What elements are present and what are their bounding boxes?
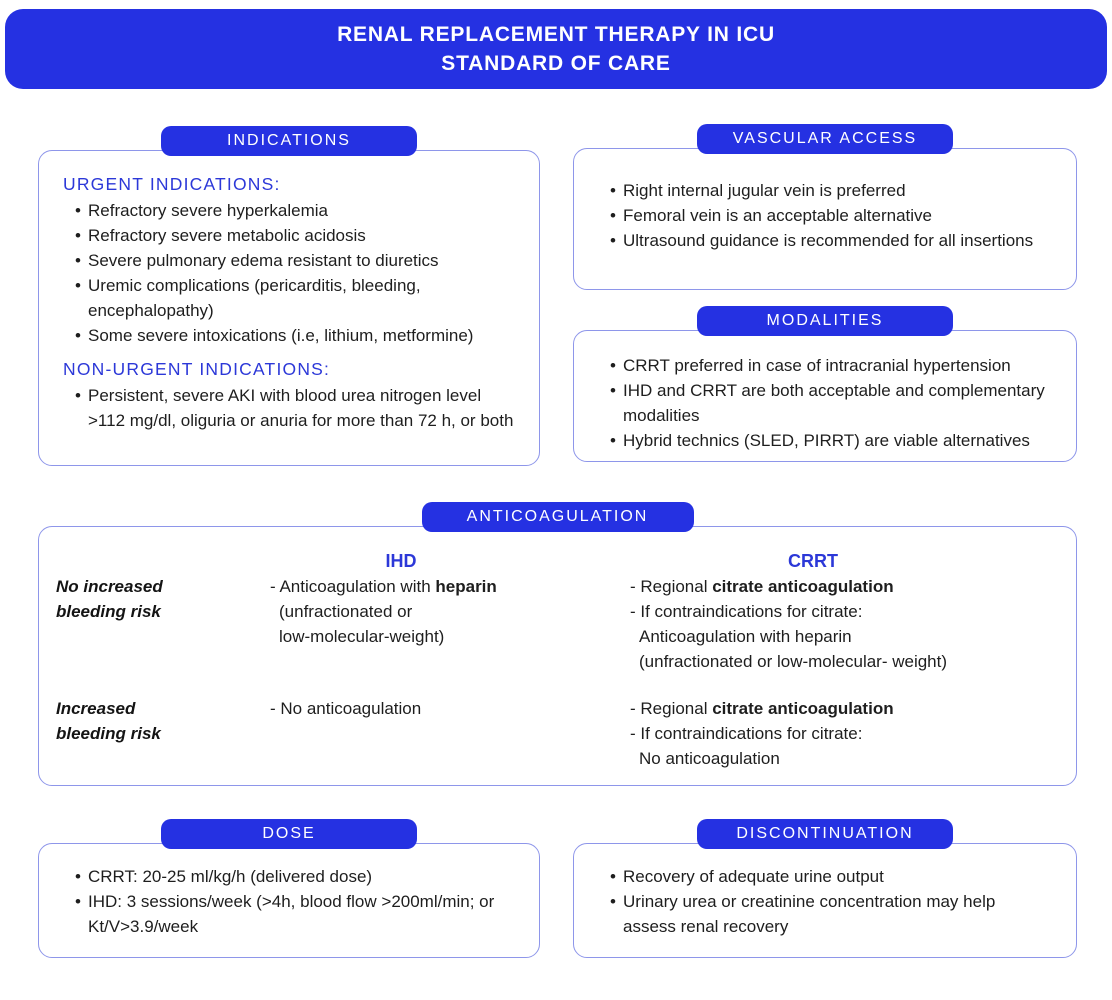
list-item: • Uremic complications (pericarditis, bleeding, encephalopathy) [75,273,515,323]
list-item: • Ultrasound guidance is recommended for all insertions [610,228,1052,253]
panel-title-indications: INDICATIONS [161,126,417,156]
cell-crrt-increased-risk: - Regional citrate anticoagulation - If contraindications for citrate: No anticoagulation [630,699,894,768]
panel-title-anticoagulation: ANTICOAGULATION [422,502,694,532]
list-item: • Severe pulmonary edema resistant to diuretics [75,248,515,273]
modalities-content [574,331,1076,453]
list-item: • Hybrid technics (SLED, PIRRT) are viable alternatives [610,428,1052,453]
non-urgent-indications-list [63,383,515,433]
list-item: • Persistent, severe AKI with blood urea nitrogen level >112 mg/dl, oliguria or anuria for more than 72 h, or both [75,383,515,433]
panel-discontinuation [573,825,1077,958]
panel-vascular-access [573,130,1077,290]
list-item: • IHD: 3 sessions/week (>4h, blood flow >200ml/min; or Kt/V>3.9/week [75,889,515,939]
list-item: • CRRT: 20-25 ml/kg/h (delivered dose) [75,864,515,889]
list-item: • Recovery of adequate urine output [610,864,1052,889]
list-item: • IHD and CRRT are both acceptable and complementary modalities [610,378,1052,428]
panel-modalities [573,312,1077,462]
panel-title-modalities: MODALITIES [697,306,953,336]
cell-ihd-increased-risk: - No anticoagulation [270,699,422,718]
panel-dose [38,825,540,958]
list-item: • Femoral vein is an acceptable alternative [610,203,1052,228]
vascular-access-list [598,178,1052,253]
list-item: • Right internal jugular vein is preferred [610,178,1052,203]
header-title-line2: STANDARD OF CARE [441,52,671,75]
anticoagulation-table [39,527,1076,771]
panel-title-dose: DOSE [161,819,417,849]
modalities-list [598,353,1052,453]
list-item: • Urinary urea or creatinine concentration may help assess renal recovery [610,889,1052,939]
cell-ihd-no-increased-risk: - Anticoagulation with heparin (unfractionated or low-molecular-weight) [270,577,497,646]
header-banner [5,9,1107,89]
list-item: • Refractory severe hyperkalemia [75,198,515,223]
list-item: • Refractory severe metabolic acidosis [75,223,515,248]
list-item: • CRRT preferred in case of intracranial hypertension [610,353,1052,378]
table-corner-spacer [56,549,270,574]
list-item: • Some severe intoxications (i.e, lithium, metformine) [75,323,515,348]
cell-crrt-no-increased-risk: - Regional citrate anticoagulation - If contraindications for citrate: Anticoagulation with heparin (unfractionated or low-molecular- weight) [630,577,948,671]
dose-list [63,864,515,939]
panel-anticoagulation [38,508,1077,786]
urgent-indications-list [63,198,515,348]
discontinuation-content [574,844,1076,939]
panel-indications [38,132,540,466]
indications-content [39,151,539,433]
urgent-indications-heading: URGENT INDICATIONS: [63,174,281,194]
panel-title-discontinuation: DISCONTINUATION [697,819,953,849]
dose-content [39,844,539,939]
column-header-ihd: IHD [385,551,417,571]
header-title-line1: RENAL REPLACEMENT THERAPY IN ICU [337,23,775,46]
discontinuation-list [598,864,1052,939]
row-label-no-increased-bleeding-risk: No increased bleeding risk [56,577,163,621]
vascular-access-content [574,149,1076,253]
non-urgent-indications-heading: NON-URGENT INDICATIONS: [63,359,331,379]
row-label-increased-bleeding-risk: Increased bleeding risk [56,699,161,743]
column-header-crrt: CRRT [788,551,838,571]
panel-title-vascular-access: VASCULAR ACCESS [697,124,953,154]
